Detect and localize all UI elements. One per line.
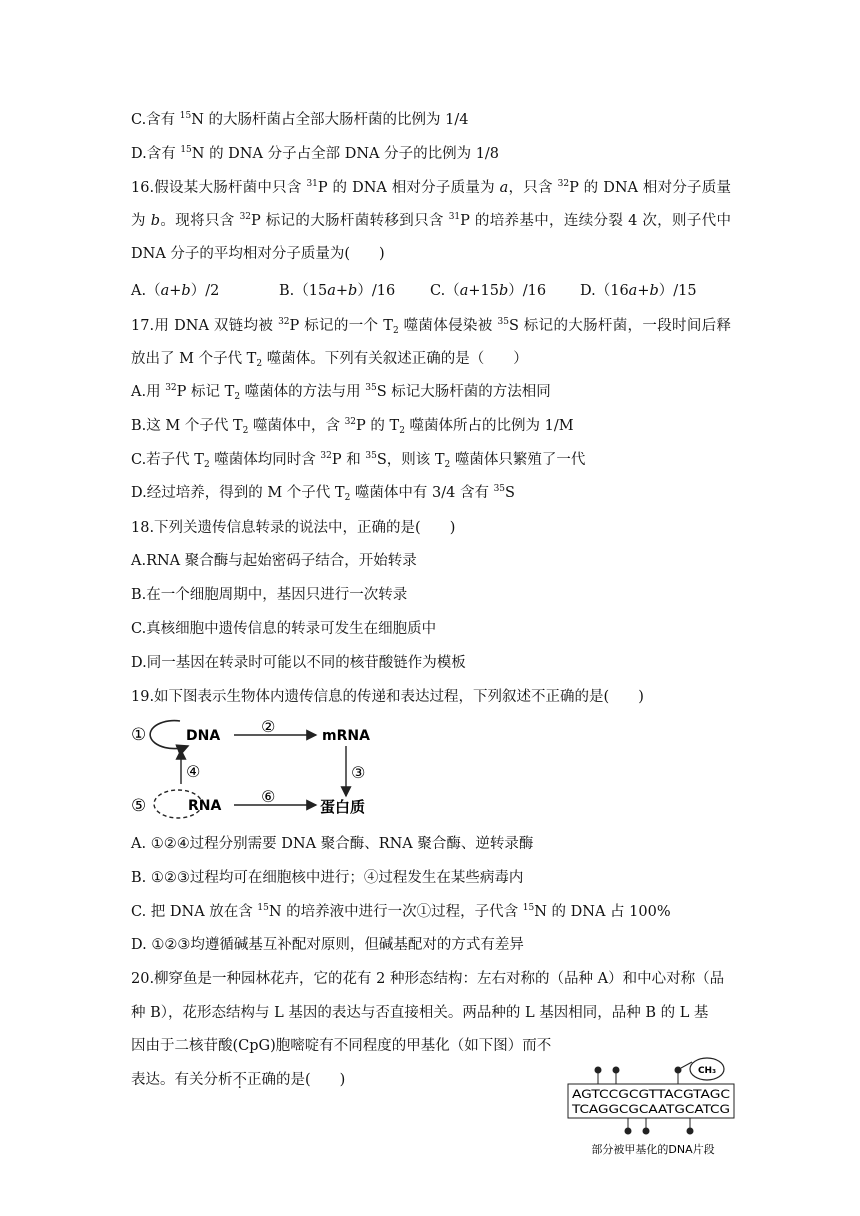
q18-stem: 18.下列关遗传信息转录的说法中，正确的是( ) [131, 520, 456, 536]
replication-loop [150, 721, 188, 749]
label-4: ④ [186, 762, 201, 781]
q16-options [131, 281, 731, 301]
ch3-label: CH₃ [697, 1066, 717, 1076]
figure-caption: 部分被甲基化的DNA片段 [591, 1143, 715, 1156]
node-dna: DNA [186, 728, 221, 744]
q18-option-c: C.真核细胞中遗传信息的转录可发生在细胞质中 [131, 621, 437, 637]
q17-option-a: A.用 $^{32}$P 标记 $T_2$ 噬菌体的方法与用 $^{35}$S 标记大肠杆菌的方法相同 [131, 383, 551, 402]
q20-stem-line4: 表达。有关分析不正确的是( ) [131, 1072, 346, 1088]
top-strand: AGTCCGCGTTACGTAGC [572, 1087, 730, 1101]
methyl-mark [595, 1067, 602, 1074]
methyl-mark [643, 1128, 650, 1135]
q18-option-d: D.同一基因在转录时可能以不同的核苷酸链作为模板 [131, 655, 466, 671]
label-6: ⑥ [261, 787, 276, 806]
label-2: ② [261, 717, 276, 736]
label-5: ⑤ [131, 796, 147, 816]
q19-option-a: A. ①②④过程分别需要 DNA 聚合酶、RNA 聚合酶、逆转录酶 [131, 836, 534, 852]
q19-stem: 19.如下图表示生物体内遗传信息的传递和表达过程，下列叙述不正确的是( ) [131, 689, 644, 705]
methyl-mark [613, 1067, 620, 1074]
q15-option-c: C.含有 $^{15}$N 的大肠杆菌占全部大肠杆菌的比例为 1/4 [131, 111, 469, 128]
q19-option-c: C. 把 DNA 放在含 $^{15}$N 的培养液中进行一次①过程，子代含 $^{15}$N 的 DNA 占 100% [131, 903, 671, 920]
q18-option-b: B.在一个细胞周期中，基因只进行一次转录 [131, 587, 408, 603]
node-mrna: mRNA [322, 728, 370, 744]
label-3: ③ [351, 763, 366, 782]
label-1: ① [131, 725, 147, 745]
q18-option-a: A.RNA 聚合酶与起始密码子结合，开始转录 [131, 553, 417, 569]
q20-stem-line3: 因由于二核苷酸(CpG)胞嘧啶有不同程度的甲基化（如下图）而不 [131, 1038, 552, 1054]
q17-option-d: D.经过培养，得到的 M 个子代 $T_2$ 噬菌体中有 3/4 含有 $^{35}$S [131, 484, 515, 503]
q16-option-b: B.（15a+b）/16 [279, 283, 396, 299]
q16-option-d: D.（16a+b）/15 [580, 283, 697, 299]
q17-option-b: B.这 M 个子代 $T_2$ 噬菌体中，含 $^{32}$P 的 $T_2$ 噬菌体所占的比例为 1/M [131, 417, 574, 436]
q16-option-c: C.（a+15b）/16 [430, 283, 547, 299]
node-protein: 蛋白质 [320, 798, 366, 816]
methylated-dna-figure [566, 1056, 738, 1160]
central-dogma-diagram [128, 716, 388, 820]
q17-stem: 17.用 DNA 双链均被 $^{32}$P 标记的一个 $T_2$ 噬菌体侵染被 $^{35}$S 标记的大肠杆菌，一段时间后释放出了 M 个子代 $T_2$ 噬菌体。下列有关叙述正确的是（ ） [131, 317, 731, 369]
q16-stem: 16.假设某大肠杆菌中只含 $^{31}$P 的 DNA 相对分子质量为 a，只含 $^{32}$P 的 DNA 相对分子质量为 b。现将只含 $^{32}$P 标记的大肠杆菌转移到只含 $^{31}$P 的培养基中，连续分裂 4 次，则子代中 DNA 分子的平均相对分子质量为( ) [131, 179, 732, 262]
q16-option-a: A.（a+b）/2 [131, 283, 220, 299]
q15-option-d: D.含有 $^{15}$N 的 DNA 分子占全部 DNA 分子的比例为 1/8 [131, 145, 500, 162]
q17-option-c: C.若子代 $T_2$ 噬菌体均同时含 $^{32}$P 和 $^{35}$S，则该 $T_2$ 噬菌体只繁殖了一代 [131, 451, 586, 470]
methyl-mark [625, 1128, 632, 1135]
q19-option-d: D. ①②③均遵循碱基互补配对原则，但碱基配对的方式有差异 [131, 937, 524, 953]
q19-option-b: B. ①②③过程均可在细胞核中进行；④过程发生在某些病毒内 [131, 870, 524, 886]
bottom-strand: TCAGGCGCAATGCATCG [570, 1102, 730, 1116]
methyl-mark [687, 1128, 694, 1135]
node-rna: RNA [188, 798, 222, 814]
methyl-mark [675, 1067, 682, 1074]
q20-stem-line2: 种 B），花形态结构与 L 基因的表达与否直接相关。两品种的 L 基因相同，品种 B 的 L 基 [131, 1005, 709, 1021]
q20-stem-line1: 20.柳穿鱼是一种园林花卉，它的花有 2 种形态结构：左右对称的（品种 A）和中心对称（品 [131, 971, 725, 987]
